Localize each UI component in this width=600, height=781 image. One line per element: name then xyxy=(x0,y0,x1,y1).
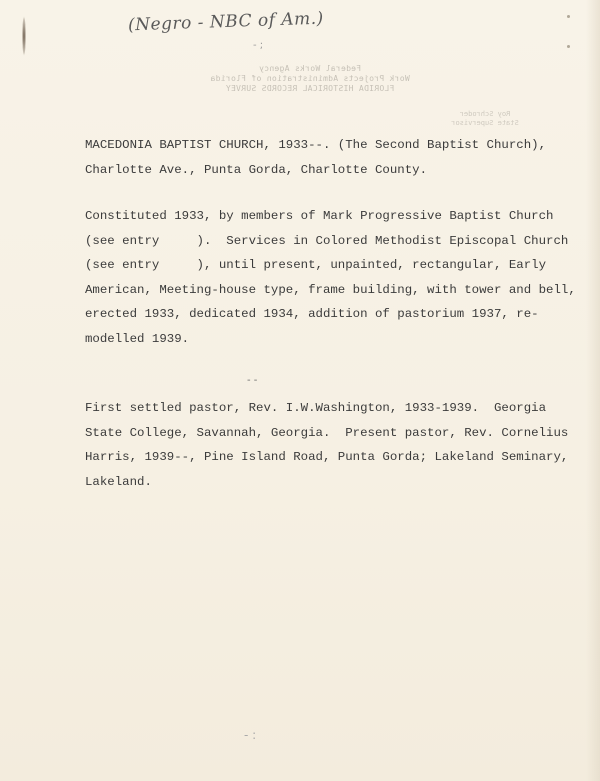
stamp-line: Roy Schroder xyxy=(459,110,511,118)
stamp-line: FLORIDA HISTORICAL RECORDS SURVEY xyxy=(225,84,395,93)
stamp-line: State Supervisor xyxy=(451,119,519,127)
stamp-line: Work Projects Administration of Florida xyxy=(210,74,410,83)
edge-dot xyxy=(567,45,570,48)
mid-mark: - - xyxy=(247,375,258,386)
pastors-paragraph: First settled pastor, Rev. I.W.Washington, 1933-1939. Georgia State College, Savannah, Georgia. Present pastor, Rev. Cornelius Harris, 1939--, Pine Island Road, Punta Gorda; Lakeland Seminary, Lakeland. xyxy=(85,401,569,489)
church-heading-paragraph: MACEDONIA BAPTIST CHURCH, 1933--. (The Second Baptist Church), Charlotte Ave., Punta Gorda, Charlotte County. xyxy=(85,138,547,177)
edge-dot xyxy=(567,15,570,18)
handwritten-annotation: (Negro - NBC of Am.) xyxy=(127,8,325,36)
ink-smudge xyxy=(22,16,26,56)
stamp-line: Federal Works Agency xyxy=(258,64,362,73)
top-mark: - ; xyxy=(253,40,264,51)
history-paragraph: Constituted 1933, by members of Mark Progressive Baptist Church (see entry ). Services in Colored Methodist Episcopal Church (see entry ), until present, unpainted, rectangular, Early American, Meeting-house type, frame building, with tower and bell, erected 1933, dedicated 1934, addition of pastorium 1937, re- modelled 1939. xyxy=(85,209,576,346)
bottom-mark: - : xyxy=(244,728,257,742)
faded-stamp xyxy=(185,64,435,94)
faded-supervisor-stamp xyxy=(440,110,530,128)
page-edge-shadow xyxy=(586,0,600,781)
